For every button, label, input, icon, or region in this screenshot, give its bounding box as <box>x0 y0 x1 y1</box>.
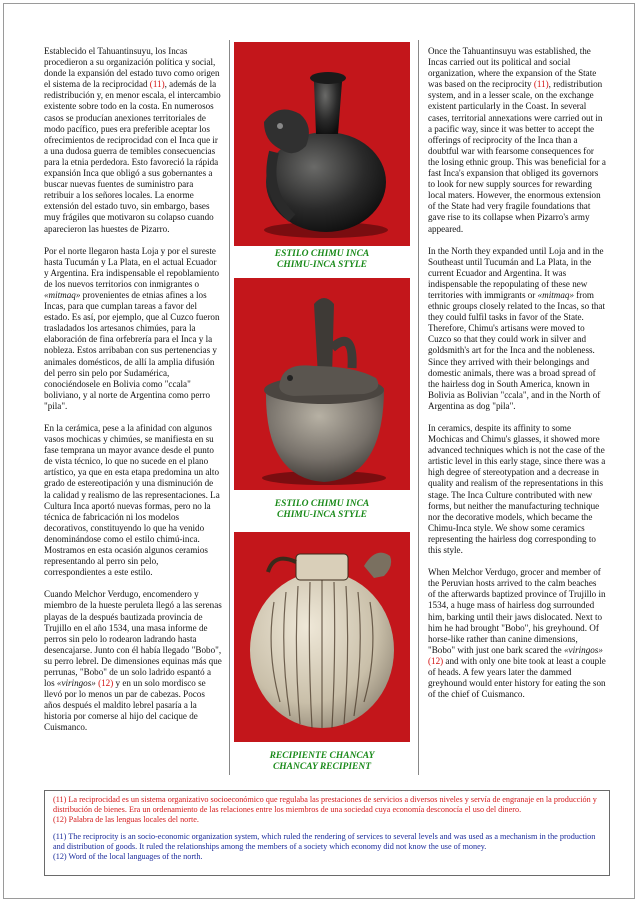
footnote-11-spanish: (11) La reciprocidad es un sistema organizativo socioeconómico que regulaba las prestaciones de servicios a diversos niveles y servía de engranaje en la producción y distribución de bienes. Era un ordenamiento de las relaciones entre los miembros de una sociedad cuya economía desconocía el uso del dinero. <box>53 795 597 814</box>
footnote-ref-12[interactable]: (12) <box>95 678 114 689</box>
ceramic-vessel-image <box>234 532 410 742</box>
caption-2: ESTILO CHIMU INCA CHIMU-INCA STYLE <box>274 499 370 520</box>
english-column <box>428 46 606 711</box>
ceramic-vessel-image <box>234 278 410 490</box>
footnote-12-english: (12) Word of the local languages of the north. <box>53 851 203 861</box>
photo-chimu-inca-vessel-2 <box>234 278 410 490</box>
english-paragraph-2: In the North they expanded until Loja and in the Southeast until Tucumán and La Plata, in the current Ecuador and Argentina. It was indispensable the repopulating of these new territories with immigrants or «mitmaq» from ethnic groups closely related to the Incas, so that they could fulfil tasks in favor of the State. Therefore, Chimu's artisans were moved to Cuzco so that they could work in silver and goldsmith's art for the Inca and the nobleness. Since they arrived with their belongings and domestic animals, there was a broad spread of the hairless dog in South America, known in Bolivia as Bolivian "ccala", and in the North of Argentina as dog "pila". <box>428 245 606 411</box>
english-paragraph-1: Once the Tahuantinsuyu was established, the Incas carried out its political and social organization, where the expansion of the State was based on the reciprocity (11), redistribution system, and in a lesser scale, on the exchange existent particularly in the Coast. In several cases, territorial annexations were carried out in a pacific way, since it was better to accept the offerings of reciprocity of the Inca than a doubtful war with fearsome consequences for the losing ethnic group. This was beneficial for a fast Inca's expansion that obliged its governors to look for new supply sources for rewarding local maters. However, the enormous extension of the State had very fragile foundations that gave rise to its collapse when Pizarro's army appeared. <box>428 46 606 234</box>
footnote-11-english: (11) The reciprocity is an socio-economic organization system, which ruled the rendering of services to several levels and was used as a mechanism in the production and distribution of goods. It ruled the relationships among the members of a society which economy did not know the use of money. <box>53 832 596 852</box>
column-divider-left <box>229 40 230 775</box>
photo-chancay-recipient <box>234 532 410 742</box>
footnote-ref-11[interactable]: (11) <box>149 79 165 90</box>
photo-chimu-inca-vessel-1 <box>234 42 410 246</box>
english-paragraph-3: In ceramics, despite its affinity to some Mochicas and Chimu's glasses, it showed more advanced techniques which is not the case of the artistic level in this early stage, since there was a high degree of stereotypation and a decrease in quality and realism of the representations in this stage. The Inca Culture contributed with new forms, but neither the manufacturing technique nor the decorative models, which became the Chimu-Inca style. We show some ceramics representing the hairless dog corresponding to this style. <box>428 423 606 556</box>
footnote-ref-11[interactable]: (11) <box>533 79 549 90</box>
ceramic-vessel-image <box>234 42 410 246</box>
spanish-paragraph-1: Establecido el Tahuantinsuyu, los Incas procedieron a su organización política y social, donde la expansión del estado tuvo como origen el sistema de la reciprocidad (11), además de la redistribución y, en menor escala, el intercambio existente sobre todo en la costa. En numerosos casos se producían anexiones territoriales de modo pacífico, pues era preferible aceptar los ofrecimientos de reciprocidad con el Inca que ir a una dudosa guerra de temibles consecuencias para la etnia perdedora. Esto favoreció la rápida expansión Inca que obligó a sus gobernantes a buscar nuevas fuentes de suministro para retribuir a los señores locales. La enorme extensión del estado tuvo, sin embargo, bases muy frágiles que motivaron su colapso cuando aparecieron las huestes de Pizarro. <box>44 46 221 234</box>
footnote-12-spanish: (12) Palabra de las lenguas locales del norte. <box>53 814 199 824</box>
caption-3: RECIPIENTE CHANCAY CHANCAY RECIPIENT <box>269 751 375 772</box>
english-paragraph-4: When Melchor Verdugo, grocer and member of the Peruvian hosts arrived to the calm beaches of the afterwards baptized province of Trujillo in 1534, a huge mass of hairless dog surrounded him, barking until their jaws dislocated. Next to him he had brought "Bobo", his greyhound. Of horse-like rather than canine dimensions, "Bobo" with just one bark scared the «viringos» (12) and with only one bite took at least a couple of heads. A few years later the dammed greyhound would enter history for eating the son of the chief of Cuismanco. <box>428 567 606 700</box>
spanish-column <box>44 46 222 745</box>
spanish-paragraph-2: Por el norte llegaron hasta Loja y por el sureste hasta Tucumán y La Plata, en el actual Ecuador y Argentina. Era indispensable el repoblamiento de los nuevos territorios con inmigrantes o «mitmaq» provenientes de etnias afines a los Incas, para que cumplan tareas a favor del estado. Es así, por ejemplo, que al Cuzco fueron trasladados los artesanos chimúes, para la elaboración de fina orfebrería para el Inca y la nobleza. Estos arribaban con sus pertenencias y animales domésticos, de allí la amplia difusión del perro sin pelo por Sudamérica, conociéndosele en Bolivia como "ccala" boliviano, y al norte de Argentina como perro "pila". <box>44 245 220 411</box>
spanish-paragraph-3: En la cerámica, pese a la afinidad con algunos vasos mochicas y chimúes, se manifiesta en su fase temprana un mayor avance desde el punto de vista técnico, lo que no sucede en el plano artístico, ya que en esta etapa predomina un alto grado de estereotipación y una disminución de la calidad y realismo de las representaciones. La Cultura Inca aportó nuevas formas, pero no la técnica de fabricación ni los modelos decorativos, constituyendo lo que ha venido denominándose como el estilo chimú-inca. Mostramos en esta ocasión algunos ceramios representando al perro sin pelo, correspondientes a este estilo. <box>44 423 220 578</box>
spanish-paragraph-4: Cuando Melchor Verdugo, encomendero y miembro de la hueste peruleta llegó a las serenas playas de la después bautizada provincia de Trujillo en el año 1534, una masa informe de perros sin pelo lo rodearon ladrando hasta desencajarse. Junto con él había llegado "Bobo", su perro lebrel. De dimensiones equinas más que perrunas, "Bobo" de un solo ladrido espantó a los «viringos» (12) y en un solo mordisco se llevó por lo menos un par de cabezas. Pocos años después el maldito lebrel pasaría a la historia por comerse al hijo del cacique de Cuismanco. <box>44 589 222 733</box>
footnote-ref-12[interactable]: (12) <box>428 655 444 666</box>
column-divider-right <box>418 40 419 775</box>
caption-1: ESTILO CHIMU INCA CHIMU-INCA STYLE <box>274 249 370 270</box>
footnotes-box <box>44 790 610 876</box>
